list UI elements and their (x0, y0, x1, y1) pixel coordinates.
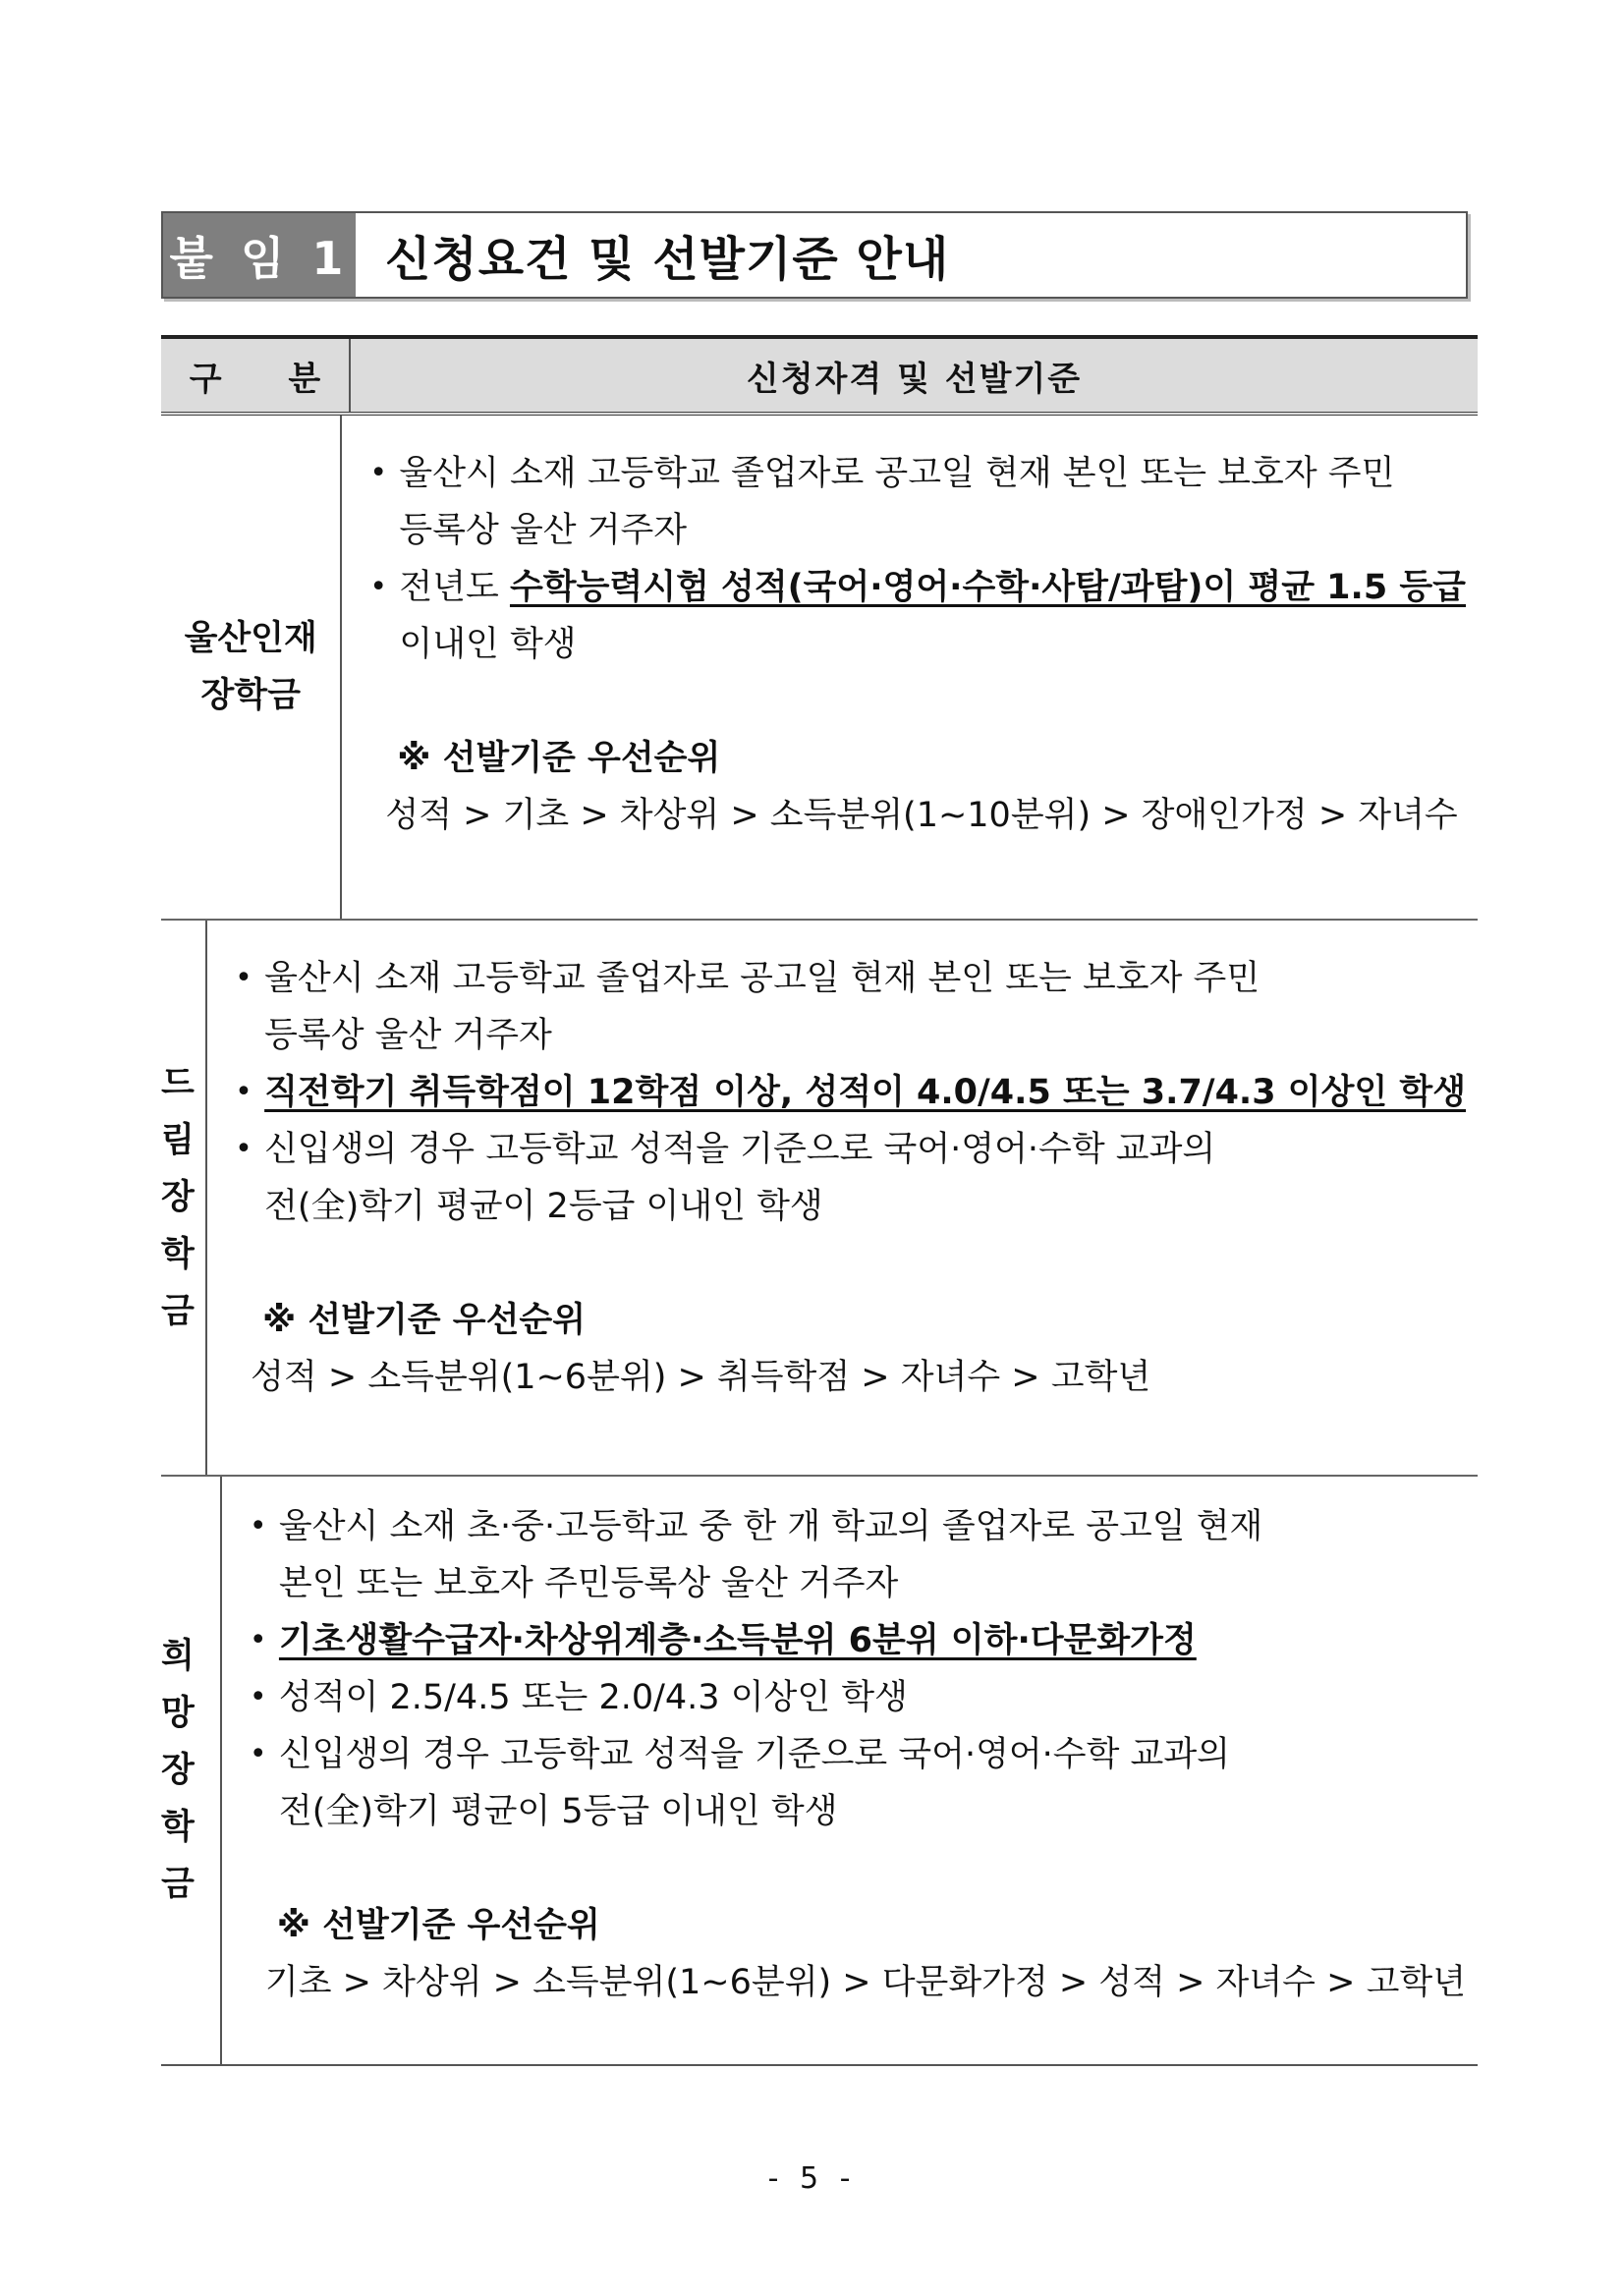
category-line: 희망 (161, 1637, 195, 1733)
bullet-icon: • (235, 1075, 252, 1109)
criteria-table (161, 335, 1478, 2066)
bullet-item (225, 1064, 1466, 1121)
spacer (360, 673, 1466, 730)
emphasized-text: 직전학기 취득학점이 12학점 이상, 성적이 4.0/4.5 또는 3.7/4.3 이상인 학생 (264, 1073, 1466, 1112)
category-line: 울산인재 (184, 619, 317, 658)
table-row (161, 1477, 1478, 2064)
attachment-tag: 붙 임 1 (163, 213, 356, 297)
bullet-icon: • (369, 456, 388, 490)
bullet-icon: • (235, 961, 252, 995)
table-row (161, 416, 1478, 921)
bullet-text: 울산시 소재 초·중·고등학교 중 한 개 학교의 졸업자로 공고일 현재 (278, 1507, 1263, 1546)
category-line: 드림 (161, 1064, 195, 1160)
bullet-item (240, 1669, 1466, 1726)
bullet-text: 신입생의 경우 고등학교 성적을 기준으로 국어·영어·수학 교과의 (264, 1130, 1216, 1169)
bullet-item (225, 950, 1466, 1007)
spacer (240, 1840, 1466, 1897)
bullet-item (360, 445, 1466, 502)
priority-note: ※ 선발기준 우선순위 (397, 739, 721, 778)
row-content (207, 921, 1478, 1475)
priority-order: 성적 > 기초 > 차상위 > 소득분위(1~10분위) > 장애인가정 > 자녀수 (385, 796, 1458, 835)
header-criteria: 신청자격 및 선발기준 (746, 359, 1083, 399)
page-title: 신청요건 및 선발기준 안내 (385, 232, 950, 287)
header-category: 구 분 (161, 339, 351, 412)
continuation-text: 전(全)학기 평균이 5등급 이내인 학생 (278, 1792, 838, 1831)
title-box (161, 211, 1468, 299)
row-content (342, 416, 1478, 919)
priority-note: ※ 선발기준 우선순위 (276, 1906, 600, 1945)
bullet-text: 성적이 2.5/4.5 또는 2.0/4.3 이상인 학생 (278, 1678, 908, 1717)
emphasized-text: 수학능력시험 성적(국어·영어·수학·사탐/과탐)이 평균 1.5 등급 (509, 568, 1466, 607)
row-category (161, 921, 207, 1475)
continuation-text: 이내인 학생 (399, 625, 577, 664)
continuation-text: 등록상 울산 거주자 (399, 511, 688, 550)
priority-order: 성적 > 소득분위(1~6분위) > 취득학점 > 자녀수 > 고학년 (251, 1358, 1151, 1397)
bullet-item (240, 1726, 1466, 1783)
continuation-text: 본인 또는 보호자 주민등록상 울산 거주자 (278, 1564, 899, 1603)
category-line: 장학금 (161, 1751, 195, 1904)
bullet-text: 울산시 소재 고등학교 졸업자로 공고일 현재 본인 또는 보호자 주민 (264, 959, 1260, 998)
bullet-icon: • (235, 1132, 252, 1166)
bullet-icon: • (369, 570, 388, 604)
category-line: 장학금 (200, 676, 301, 715)
row-category (161, 1477, 222, 2064)
bullet-icon: • (249, 1680, 267, 1714)
bullet-item (240, 1612, 1466, 1669)
bullet-icon: • (249, 1623, 267, 1657)
continuation-text: 등록상 울산 거주자 (264, 1016, 552, 1055)
continuation-text: 전(全)학기 평균이 2등급 이내인 학생 (264, 1187, 823, 1226)
row-content (222, 1477, 1478, 2064)
table-header (161, 339, 1478, 416)
priority-order: 기초 > 차상위 > 소득분위(1~6분위) > 다문화가정 > 성적 > 자녀수 > 고학년 (264, 1963, 1466, 2002)
table-row (161, 921, 1478, 1477)
page-number: - 5 - (767, 2161, 857, 2196)
bullet-prefix: 전년도 (399, 568, 510, 607)
bullet-item (240, 1498, 1466, 1555)
priority-note: ※ 선발기준 우선순위 (262, 1301, 587, 1340)
bullet-item (225, 1121, 1466, 1178)
bullet-icon: • (249, 1509, 267, 1543)
row-category (161, 416, 342, 919)
bullet-icon: • (249, 1737, 267, 1771)
spacer (225, 1235, 1466, 1292)
bullet-text: 울산시 소재 고등학교 졸업자로 공고일 현재 본인 또는 보호자 주민 (399, 454, 1395, 493)
category-line: 장학금 (161, 1178, 195, 1331)
bullet-item (360, 559, 1466, 616)
bullet-text: 신입생의 경우 고등학교 성적을 기준으로 국어·영어·수학 교과의 (278, 1735, 1230, 1774)
emphasized-text: 기초생활수급자·차상위계층·소득분위 6분위 이하·다문화가정 (278, 1621, 1197, 1660)
